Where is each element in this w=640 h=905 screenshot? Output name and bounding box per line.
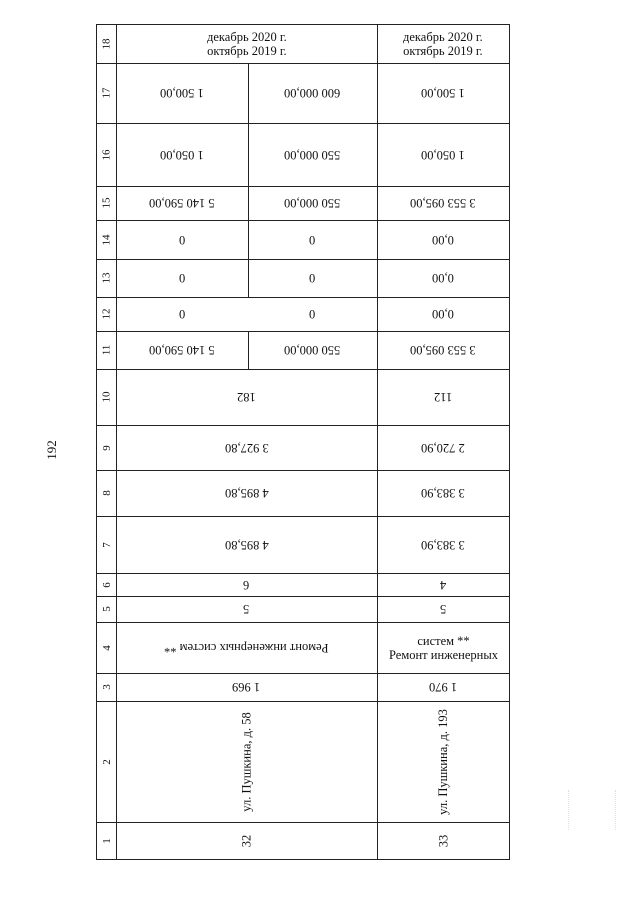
- address-cell: ул. Пушкина, д. 193: [435, 708, 450, 815]
- amount-cell: 3 553 095,00: [410, 343, 476, 357]
- column-header: 3: [100, 684, 113, 690]
- value-cell: 3 927,80: [224, 440, 269, 455]
- amount-cell: 1 500,00: [160, 86, 204, 100]
- schedule-cell: октябрь 2019 г. декабрь 2020 г.: [206, 30, 287, 58]
- amount-cell: 0,00: [432, 307, 454, 321]
- column-header: 4: [100, 644, 113, 651]
- value-cell: 3 383,90: [421, 486, 465, 500]
- amount-cell: 1 500,00: [421, 86, 465, 100]
- column-header: 9: [100, 444, 113, 451]
- scan-artifact: [568, 790, 616, 830]
- amount-cell: 5 140 590,00: [149, 343, 215, 357]
- schedule-cell: октябрь 2019 г. декабрь 2020 г.: [403, 30, 483, 58]
- value-cell: 5: [243, 602, 250, 616]
- amount-cell: 0: [309, 307, 316, 321]
- row-number-cell: 33: [436, 834, 450, 847]
- amount-cell: 550 000,00: [284, 343, 341, 357]
- amount-cell: 0: [309, 271, 316, 285]
- work-type-cell: Ремонт инженерных систем **: [388, 633, 498, 662]
- value-cell: 112: [433, 390, 453, 404]
- amount-cell: 1 050,00: [421, 147, 465, 162]
- amount-cell: 5 140 590,00: [149, 196, 215, 210]
- value-cell: 6: [243, 577, 250, 592]
- column-header: 15: [100, 197, 113, 209]
- row-number-cell: 32: [239, 834, 254, 847]
- amount-cell: 1 050,00: [160, 147, 204, 162]
- amount-cell: 0: [178, 232, 186, 247]
- amount-cell: 600 000,00: [284, 86, 341, 100]
- value-cell: 182: [237, 390, 256, 404]
- data-table: [96, 24, 510, 860]
- column-header: 7: [100, 541, 113, 548]
- amount-cell: 0,00: [432, 232, 454, 247]
- value-cell: 3 383,90: [421, 537, 465, 552]
- value-cell: 2 720,90: [421, 440, 465, 455]
- column-header: 8: [100, 490, 113, 496]
- work-type-cell: Ремонт инженерных систем **: [164, 640, 329, 655]
- address-cell: ул. Пушкина, д. 58: [239, 711, 254, 812]
- column-header: 17: [100, 87, 113, 99]
- amount-cell: 0,00: [432, 271, 454, 285]
- column-header: 6: [100, 581, 113, 588]
- column-header: 11: [100, 344, 113, 356]
- amount-cell: 550 000,00: [284, 196, 341, 210]
- amount-cell: 0: [309, 232, 316, 247]
- year-cell: 1 969: [232, 680, 261, 694]
- column-header: 14: [100, 234, 113, 245]
- amount-cell: 0: [178, 271, 186, 285]
- page-number: 192: [44, 440, 59, 460]
- column-header: 13: [100, 272, 113, 284]
- column-header: 16: [100, 149, 113, 160]
- column-header: 2: [100, 758, 113, 765]
- column-header: 5: [100, 606, 113, 612]
- column-header: 12: [100, 308, 113, 320]
- column-header: 1: [100, 837, 113, 844]
- amount-cell: 550 000,00: [284, 147, 341, 162]
- value-cell: 5: [439, 602, 447, 616]
- year-cell: 1 970: [428, 680, 458, 694]
- value-cell: 4 895,80: [224, 537, 269, 552]
- column-header: 18: [100, 38, 113, 50]
- value-cell: 4 895,80: [224, 486, 269, 500]
- column-header: 10: [100, 391, 113, 403]
- amount-cell: 0: [178, 307, 186, 321]
- value-cell: 4: [439, 577, 447, 592]
- amount-cell: 3 553 095,00: [410, 196, 476, 210]
